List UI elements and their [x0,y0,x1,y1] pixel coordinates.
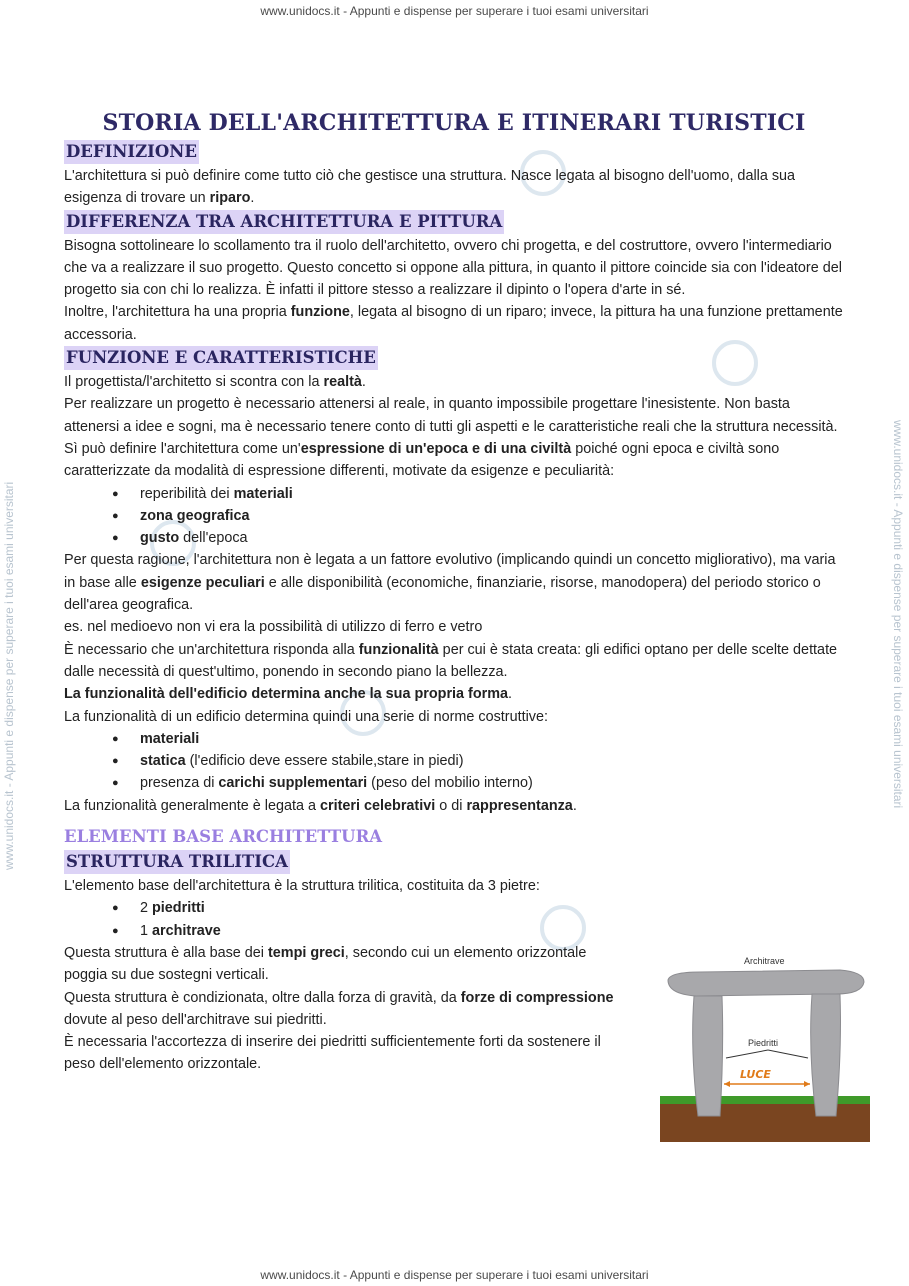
paragraph: L'architettura si può definire come tutto ciò che gestisce una struttura. Nasce legata al bisogno dell'uomo, dalla sua esigenza di trovare un riparo. [64,168,796,207]
paragraph: È necessaria l'accortezza di inserire dei piedritti sufficientemente forti da sostenere il peso dell'elemento orizzontale. [64,1034,601,1073]
right-pillar-stone [811,994,841,1116]
paragraph: È necessario che un'architettura risponda alla funzionalità per cui è stata creata: gli edifici optano per delle scelte dettate dalle necessità di quest'ultimo, ponendo in secondo piano la bellezza. [64,641,838,680]
list-item: ● gusto dell'epoca [140,527,844,549]
trilithon-illustration [660,950,870,1142]
watermark-left: www.unidocs.it - Appunti e dispense per superare i tuoi esami universitari [2,481,16,870]
paragraph: Inoltre, l'architettura ha una propria funzione, legata al bisogno di un riparo; invece, la pittura ha una funzione prettamente accessoria. [64,304,843,343]
list-item: ● 1 architrave [140,920,700,942]
watermark-top: www.unidocs.it - Appunti e dispense per superare i tuoi esami universitari [260,4,649,18]
luce-label: LUCE [740,1068,771,1081]
list-item: ● materiali [140,728,844,750]
architrave-label: Architrave [744,956,785,966]
heading-struttura-trilitica: STRUTTURA TRILITICA [64,850,290,874]
paragraph: L'elemento base dell'architettura è la struttura trilitica, costituita da 3 pietre: [64,878,540,895]
paragraph: Sì può definire l'architettura come un'espressione di un'epoca e di una civiltà poiché ogni epoca e civiltà sono caratterizzate da modalità di espressione differenti, motivate da esigenze e peculiarità: [64,440,780,480]
paragraph: Bisogna sottolineare lo scollamento tra il ruolo dell'architetto, ovvero chi progetta, e del costruttore, ovvero l'intermediario che va a realizzare il suo progetto. Questo concetto si oppone alla pittura, in quanto il pittore coincide sia con l'ideatore del progetto sia con chi lo realizza. È infatti il pittore stesso a realizzare il dipinto o l'opera d'arte in sé. [64,237,842,299]
watermark-right: www.unidocs.it - Appunti e dispense per superare i tuoi esami universitari [891,420,905,809]
paragraph: La funzionalità generalmente è legata a criteri celebrativi o di rappresentanza. [64,797,577,814]
paragraph: Questa struttura è condizionata, oltre dalla forza di gravità, da forze di compressione dovute al peso dell'architrave sui piedritti. [64,989,614,1028]
left-pillar-stone [693,996,723,1116]
bullet-list [64,728,844,795]
heading-funzione: FUNZIONE E CARATTERISTICHE [64,346,378,370]
bullet-list [64,483,844,550]
list-item: ● zona geografica [140,505,844,527]
paragraph: La funzionalità di un edificio determina quindi una serie di norme costruttive: [64,708,548,725]
piedritti-label: Piedritti [748,1038,779,1048]
paragraph: Per realizzare un progetto è necessario attenersi al reale, in quanto impossibile progettare l'inesistente. Non basta attenersi a idee e sogni, ma è necessario tenere conto di tutti gli aspetti e le caratteristiche reali che la struttura necessità. [64,396,838,435]
heading-definizione: DEFINIZIONE [64,140,199,164]
paragraph: La funzionalità dell'edificio determina anche la sua propria forma. [64,686,513,703]
architrave-stone [668,970,864,996]
ground-shape [660,1100,870,1142]
list-item: ● presenza di carichi supplementari (peso del mobilio interno) [140,772,844,794]
paragraph: Il progettista/l'architetto si scontra con la realtà. [64,374,366,391]
trilithon-figure [660,950,870,1142]
list-item: ● reperibilità dei materiali [140,483,844,505]
watermark-bottom: www.unidocs.it - Appunti e dispense per superare i tuoi esami universitari [260,1268,649,1282]
paragraph: es. nel medioevo non vi era la possibilità di utilizzo di ferro e vetro [64,619,483,636]
paragraph: Questa struttura è alla base dei tempi greci, secondo cui un elemento orizzontale poggia su due sostegni verticali. [64,944,587,984]
paragraph: Per questa ragione, l'architettura non è legata a un fattore evolutivo (implicando quindi un concetto migliorativo), ma varia in base alle esigenze peculiari e alle disponibilità (economiche, finanziarie, risorse, manodopera) del periodo storico o dell'area geografica. [64,552,836,614]
heading-elementi-base: ELEMENTI BASE ARCHITETTURA [64,827,383,847]
heading-differenza: DIFFERENZA TRA ARCHITETTURA E PITTURA [64,210,504,234]
document-page [64,110,844,1076]
bullet-list [64,897,844,942]
list-item: ● statica (l'edificio deve essere stabile,stare in piedi) [140,750,844,772]
document-title: STORIA DELL'ARCHITETTURA E ITINERARI TURISTICI [102,110,806,136]
list-item: ● 2 piedritti [140,897,700,919]
grass-shape [660,1096,870,1104]
